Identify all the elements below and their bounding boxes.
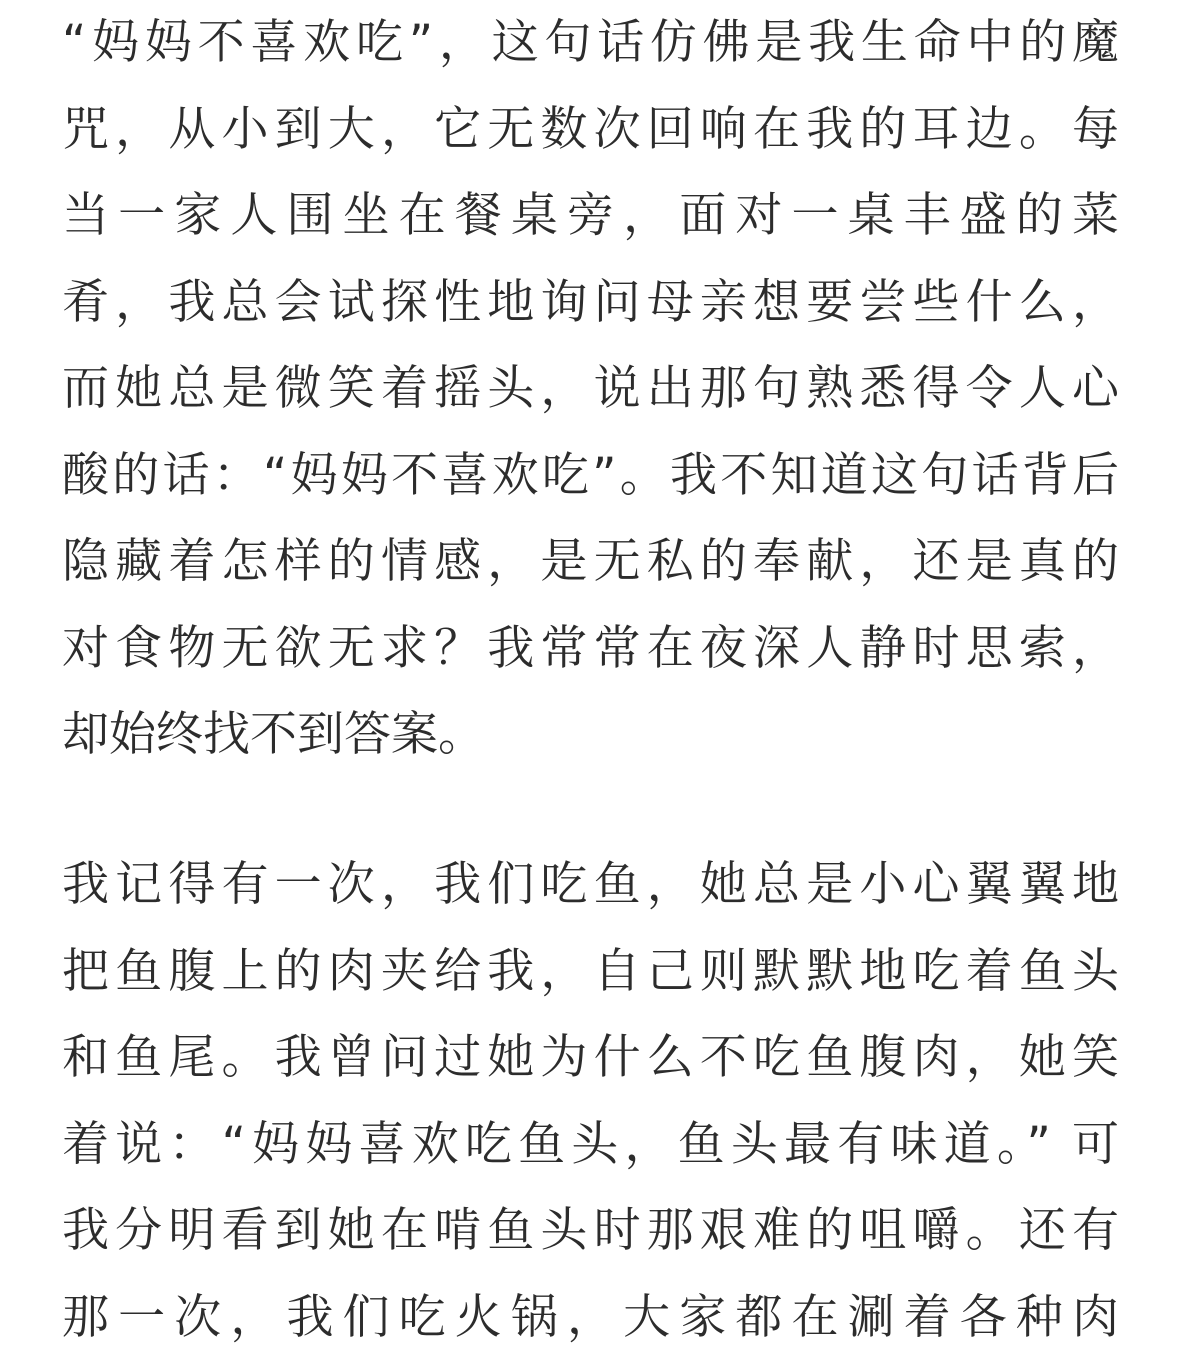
text-line: 咒，从小到大，它无数次回响在我的耳边。每 [62, 87, 1119, 174]
text-line: 却始终找不到答案。 [62, 692, 1119, 779]
text-line: 那一次，我们吃火锅，大家都在涮着各种肉 [62, 1275, 1119, 1361]
text-line: 把鱼腹上的肉夹给我，自己则默默地吃着鱼头 [62, 929, 1119, 1016]
text-line: 着说：“妈妈喜欢吃鱼头，鱼头最有味道。” 可 [62, 1102, 1119, 1189]
text-line: 和鱼尾。我曾问过她为什么不吃鱼腹肉，她笑 [62, 1015, 1119, 1102]
paragraph-mother-dislikes [62, 0, 1119, 779]
text-line: 我记得有一次，我们吃鱼，她总是小心翼翼地 [62, 842, 1119, 929]
text-line: 酸的话：“妈妈不喜欢吃”。我不知道这句话背后 [62, 433, 1119, 520]
text-line: 对食物无欲无求？我常常在夜深人静时思索， [62, 606, 1119, 693]
text-line: 我分明看到她在啃鱼头时那艰难的咀嚼。还有 [62, 1188, 1119, 1275]
text-line: “妈妈不喜欢吃”，这句话仿佛是我生命中的魔 [62, 0, 1119, 87]
text-line: 肴，我总会试探性地询问母亲想要尝些什么， [62, 260, 1119, 347]
text-line: 而她总是微笑着摇头，说出那句熟悉得令人心 [62, 346, 1119, 433]
paragraph-fish-memory [62, 842, 1119, 1361]
text-line: 隐藏着怎样的情感，是无私的奉献，还是真的 [62, 519, 1119, 606]
text-line: 当一家人围坐在餐桌旁，面对一桌丰盛的菜 [62, 173, 1119, 260]
